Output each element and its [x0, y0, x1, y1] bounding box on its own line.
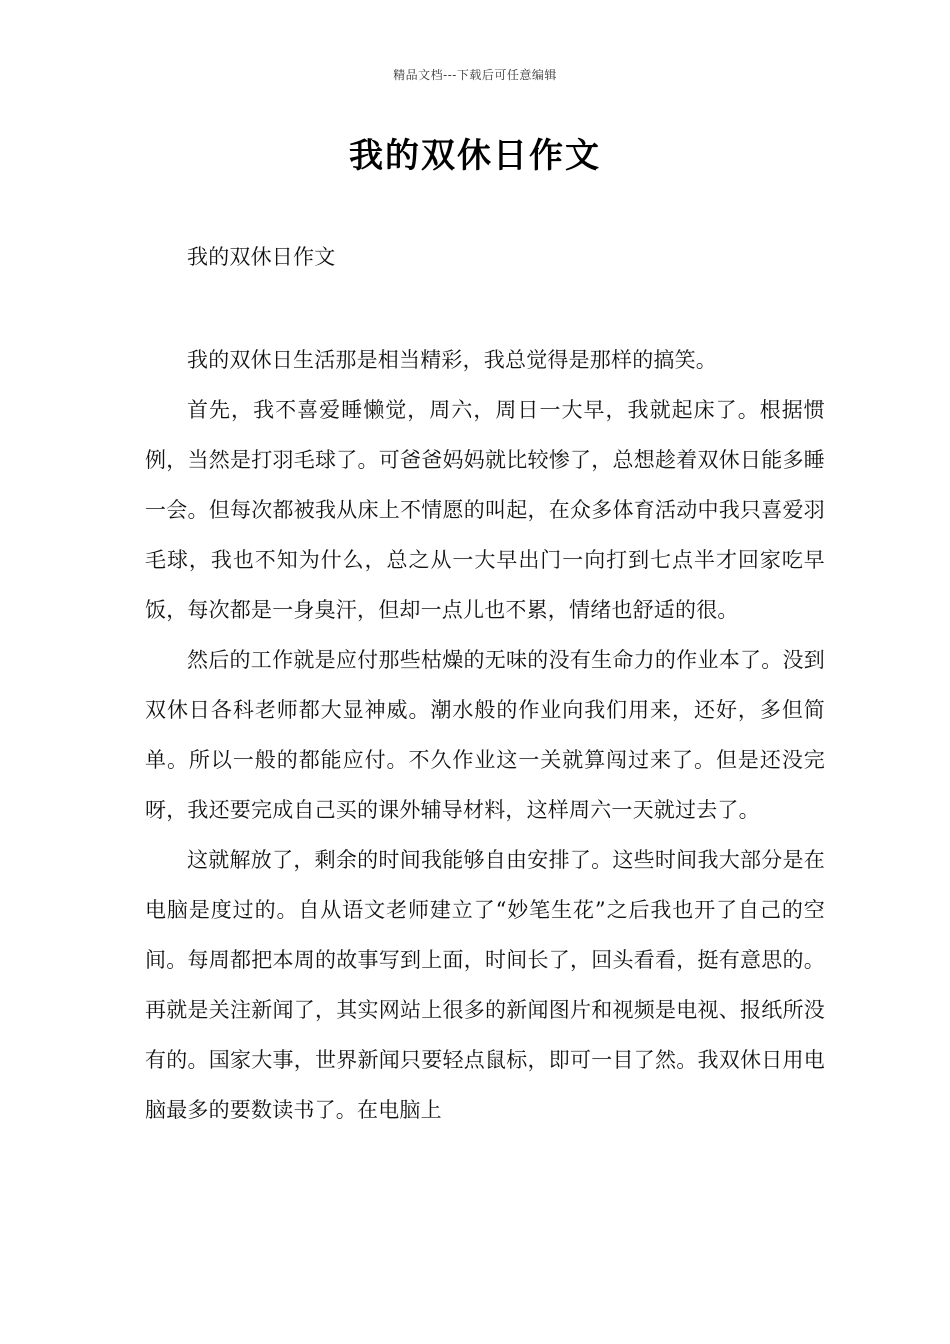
paragraph-1: 我的双休日生活那是相当精彩，我总觉得是那样的搞笑。 [187, 348, 717, 372]
header-note: 精品文档---下载后可任意编辑 [393, 68, 557, 82]
document-title: 我的双休日作文 [349, 136, 601, 176]
document-subtitle: 我的双休日作文 [187, 245, 336, 269]
paragraph-3: 然后的工作就是应付那些枯燥的无味的没有生命力的作业本了。没到双休日各科老师都大显神威。潮水般的作业向我们用来，还好，多但简单。所以一般的都能应付。不久作业这一关就算闯过来了。但是还没完呀，我还要完成自己买的课外辅导材料，这样周六一天就过去了。 [145, 648, 825, 822]
paragraph-2: 首先，我不喜爱睡懒觉，周六，周日一大早，我就起床了。根据惯例，当然是打羽毛球了。可爸爸妈妈就比较惨了，总想趁着双休日能多睡一会。但每次都被我从床上不情愿的叫起，在众多体育活动中我只喜爱羽毛球，我也不知为什么，总之从一大早出门一向打到七点半才回家吃早饭，每次都是一身臭汗，但却一点儿也不累，情绪也舒适的很。 [145, 398, 825, 622]
document-body [145, 232, 825, 1135]
paragraph-4: 这就解放了，剩余的时间我能够自由安排了。这些时间我大部分是在电脑是度过的。自从语文老师建立了“妙笔生花”之后我也开了自己的空间。每周都把本周的故事写到上面，时间长了，回头看看，挺有意思的。再就是关注新闻了，其实网站上很多的新闻图片和视频是电视、报纸所没有的。国家大事，世界新闻只要轻点鼠标，即可一目了然。我双休日用电脑最多的要数读书了。在电脑上 [145, 848, 825, 1122]
